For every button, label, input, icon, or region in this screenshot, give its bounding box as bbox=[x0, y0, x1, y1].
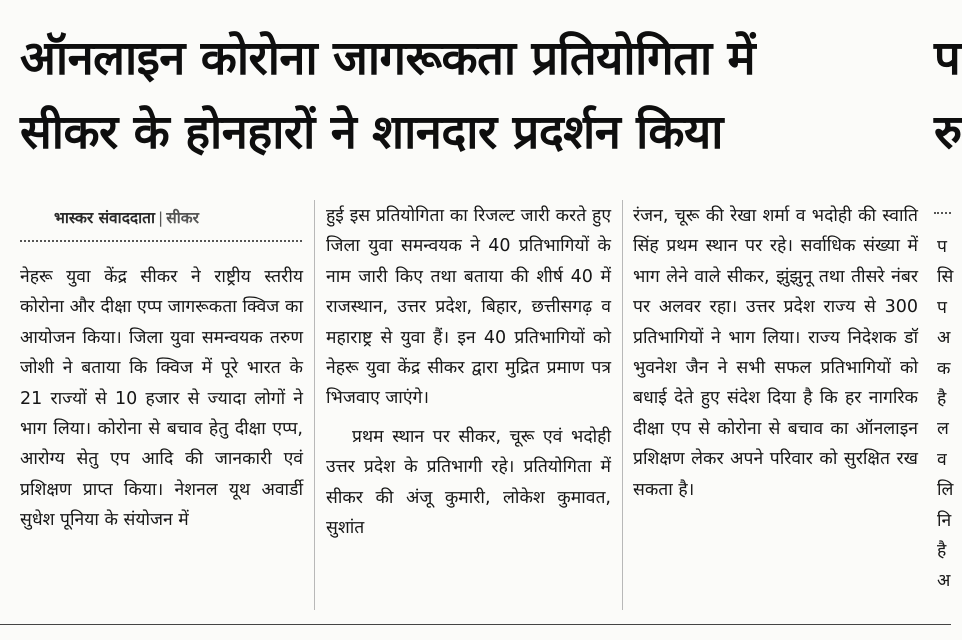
byline-separator: | bbox=[158, 209, 164, 227]
byline-author: भास्कर संवाददाता bbox=[54, 209, 156, 227]
headline-line-2: सीकर के होनहारों ने शानदार प्रदर्शन किया bbox=[20, 105, 723, 160]
adjacent-column-line: लि bbox=[937, 480, 954, 501]
adjacent-column-line: अ bbox=[937, 571, 951, 592]
adjacent-byline-divider bbox=[934, 212, 951, 214]
adjacent-column-line: नि bbox=[937, 510, 952, 531]
adjacent-headline-line-1: प bbox=[934, 31, 961, 86]
adjacent-column-line: प bbox=[937, 237, 947, 257]
adjacent-headline-line-2: रु bbox=[934, 105, 962, 160]
adjacent-column-line: अ bbox=[937, 328, 951, 349]
article-column-1 bbox=[20, 262, 303, 536]
byline-city: सीकर bbox=[166, 209, 200, 227]
column-divider bbox=[314, 200, 315, 610]
page-bottom-rule bbox=[0, 624, 951, 625]
byline-divider bbox=[20, 240, 302, 242]
article-column-2 bbox=[326, 201, 611, 543]
adjacent-column-line: है bbox=[937, 541, 947, 562]
adjacent-column-line: प bbox=[937, 297, 947, 318]
column-2-paragraph-2: प्रथम स्थान पर सीकर, चूरू एवं भदोही उत्तर प्रदेश के प्रतिभागी रहे। प्रतियोगिता में सीकर की अंजू कुमारी, लोकेश कुमावत, सुशांत bbox=[326, 426, 611, 539]
adjacent-column-line: है bbox=[937, 389, 947, 410]
headline-line-1: ऑनलाइन कोरोना जागरूकता प्रतियोगिता में bbox=[20, 31, 756, 86]
adjacent-column-line: व bbox=[937, 449, 947, 470]
column-3-text: रंजन, चूरू की रेखा शर्मा व भदोही की स्वाति सिंह प्रथम स्थान पर रहे। सर्वाधिक संख्या में भाग लेने वाले सीकर, झुंझुनू तथा तीसरे नंबर पर अलवर रहा। उत्तर प्रदेश राज्य से 300 प्रतिभागियों ने भाग लिया। राज्य निदेशक डॉ भुवनेश जैन ने सभी सफल प्रतिभागियों को बधाई देते हुए संदेश दिया है कि हर नागरिक दीक्षा एप से कोरोना से बचाव का ऑनलाइन प्रशिक्षण लेकर अपने परिवार को सुरक्षित रख सकता है। bbox=[633, 206, 918, 500]
adjacent-column-line: सि bbox=[937, 267, 954, 288]
byline bbox=[54, 206, 304, 228]
column-divider bbox=[622, 200, 623, 610]
adjacent-article-column bbox=[937, 232, 954, 597]
headline bbox=[20, 22, 925, 170]
adjacent-article-headline bbox=[934, 22, 962, 170]
adjacent-column-line: ल bbox=[937, 419, 949, 440]
article-column-3 bbox=[633, 201, 918, 505]
adjacent-column-line: क bbox=[937, 358, 951, 379]
column-2-paragraph-1: हुई इस प्रतियोगिता का रिजल्ट जारी करते हुए जिला युवा समन्वयक ने 40 प्रतिभागियों के नाम जारी किए तथा बताया की शीर्ष 40 में राजस्थान, उत्तर प्रदेश, बिहार, छत्तीसगढ़ व महाराष्ट्र से युवा हैं। इन 40 प्रतिभागियों को नेहरू युवा केंद्र सीकर द्वारा मुद्रित प्रमाण पत्र भिजवाए जाएंगे। bbox=[326, 206, 611, 409]
column-1-text: नेहरू युवा केंद्र सीकर ने राष्ट्रीय स्तरीय कोरोना और दीक्षा एप्प जागरूकता क्विज का आयोजन किया। जिला युवा समन्वयक तरुण जोशी ने बताया कि क्विज में पूरे भारत के 21 राज्यों से 10 हजार से ज्यादा लोगों ने भाग लिया। कोरोना से बचाव हेतु दीक्षा एप्प, आरोग्य सेतु एप आदि की जानकारी एवं प्रशिक्षण प्राप्त किया। नेशनल यूथ अवार्डी सुधेश पूनिया के संयोजन में bbox=[20, 267, 303, 531]
